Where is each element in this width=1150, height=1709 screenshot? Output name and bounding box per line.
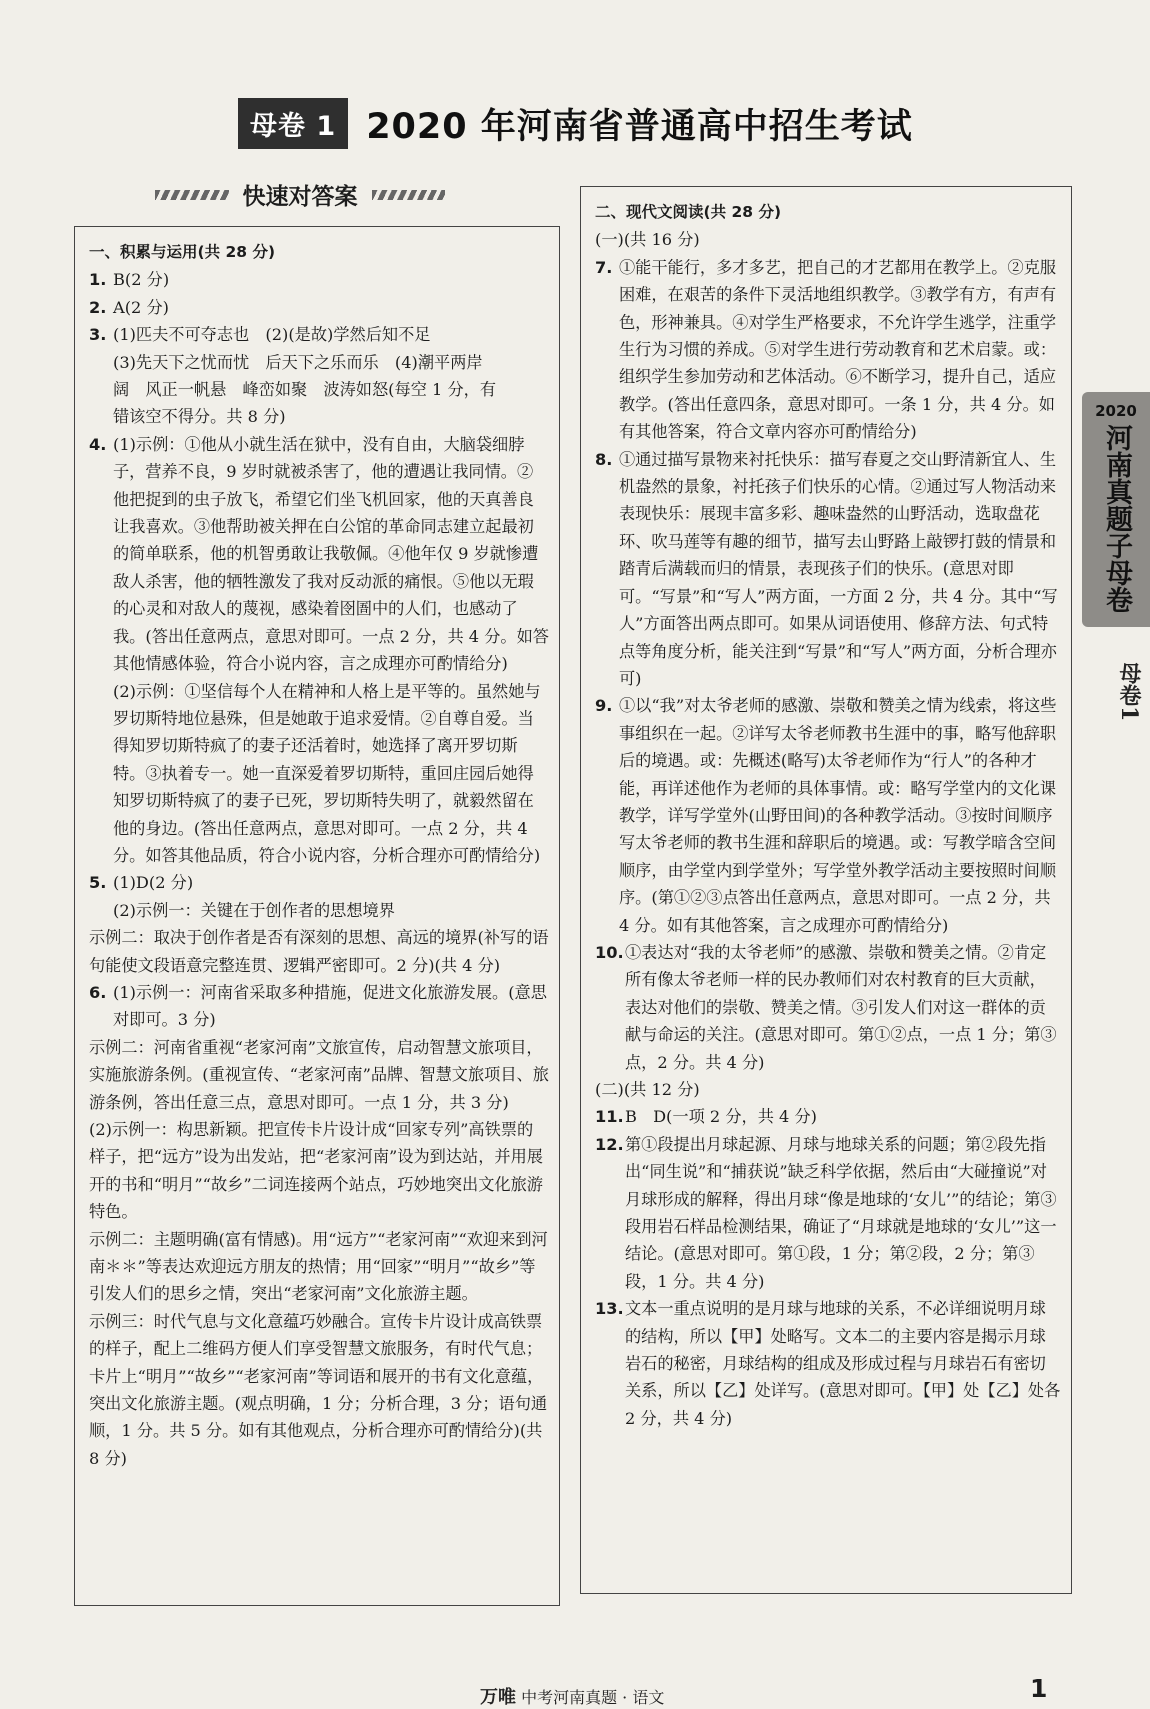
answer-text: 第①段提出月球起源、月球与地球关系的问题；第②段先指出“同生说”和“捕获说”缺乏科学依据，然后由“大碰撞说”对月球形成的解释，得出月球“像是地球的‘女儿’”的结论；第③段用岩石样品检测结果，确证了“月球就是地球的‘女儿’”这一结论。(意思对即可。第①段，1 分；第②段，2 分；第③段，1 分。共 4 分) (625, 1134, 1057, 1291)
question-number: 10. (595, 942, 624, 962)
brand-logo: 万唯 (480, 1687, 516, 1708)
answer-line: 错该空不得分。共 8 分) (113, 407, 286, 427)
question-number: 6. (89, 982, 107, 1002)
exam-title: 2020 年河南省普通高中招生考试 (366, 106, 913, 147)
answer-text: ①通过描写景物来衬托快乐：描写春夏之交山野清新宜人、生机盎然的景象，衬托孩子们快乐的心情。②通过写人物活动来表现快乐：展现丰富多彩、趣味盎然的山野活动，选取盘花环、吹马莲等有趣的细节，描写去山野路上敲锣打鼓的情景和踏青后满载而归的情景，表现孩子们的快乐。(意思对即可。“写景”和“写人”两方面，一方面 2 分，共 4 分。其中“写人”方面答出两点即可。如果从词语使用、修辞方法、句式特点等角度分析，能关注到“写景”和“写人”两方面，分析合理亦可) (619, 449, 1058, 688)
answer-paragraph: 示例二：主题明确(富有情感)。用“远方”“老家河南”“欢迎来到河南＊＊”等表达欢迎远方朋友的热情；用“回家”“明月”“故乡”等引发人们的思乡之情，突出“老家河南”文化旅游主题。 (89, 1229, 548, 1304)
question-11 (595, 1103, 1061, 1130)
paper-badge: 母卷 1 (238, 98, 348, 149)
left-answer-column (74, 226, 560, 1606)
question-number: 12. (595, 1134, 624, 1154)
answer-text: A(2 分) (113, 297, 169, 317)
answer-body (113, 431, 549, 870)
page-footer (480, 1683, 664, 1709)
side-tab (1082, 392, 1150, 627)
question-12 (595, 1131, 1061, 1295)
question-9 (595, 692, 1061, 939)
answer-paragraph: (1)示例：①他从小就生活在狱中，没有自由，大脑袋细脖子，营养不良，9 岁时就被杀害了，他的遭遇让我同情。②他把捉到的虫子放飞，希望它们坐飞机回家，他的天真善良让我喜欢。③他帮助被关押在白公馆的革命同志建立起最初的简单联系，他的机智勇敢让我敬佩。④他年仅 9 岁就惨遭敌人杀害，他的牺牲激发了我对反动派的痛恨。⑤他以无瑕的心灵和对敌人的蔑视，感染着囹圄中的人们，也感动了我。(答出任意两点，意思对即可。一点 2 分，共 4 分。如答其他情感体验，符合小说内容，言之成理亦可酌情给分) (113, 434, 549, 674)
question-number: 5. (89, 873, 107, 893)
question-2 (89, 294, 549, 321)
answer-body (113, 869, 549, 924)
quick-answer-heading (155, 178, 445, 211)
answer-paragraph: (2)示例：①坚信每个人在精神和人格上是平等的。虽然她与罗切斯特地位悬殊，但是她敢于追求爱情。②自尊自爱。当得知罗切斯特疯了的妻子还活着时，她选择了离开罗切斯特。③执着专一。她一直深爱着罗切斯特，重回庄园后她得知罗切斯特疯了的妻子已死，罗切斯特失明了，就毅然留在他的身边。(答出任意两点，意思对即可。一点 2 分，共 4 分。如答其他品质，符合小说内容，分析合理亦可酌情给分) (113, 681, 541, 865)
answer-text: ①能干能行，多才多艺，把自己的才艺都用在教学上。②克服困难，在艰苦的条件下灵活地组织教学。③教学有方，有声有色，形神兼具。④对学生严格要求，不允许学生逃学，注重学生行为习惯的养成。⑤对学生进行劳动教育和艺术启蒙。或：组织学生参加劳动和艺体活动。⑥不断学习，提升自己，适应教学。(答出任意四条，意思对即可。一条 1 分，共 4 分。如有其他答案，符合文章内容亦可酌情给分) (619, 257, 1057, 442)
subsection-title: (二)(共 12 分) (595, 1080, 700, 1099)
subsection-title: (一)(共 16 分) (595, 230, 700, 250)
question-number: 9. (595, 696, 613, 716)
side-tab-title: 河南真题子母卷 (1101, 424, 1132, 613)
question-number: 13. (595, 1299, 624, 1319)
question-4 (89, 431, 549, 870)
answer-line: 阔 风正一帆悬 峰峦如聚 波涛如怒(每空 1 分，有 (113, 380, 497, 400)
answer-line: (3)先天下之忧而忧 后天下之乐而乐 (4)潮平两岸 (113, 352, 483, 372)
question-number: 1. (89, 270, 107, 290)
question-1 (89, 266, 549, 293)
answer-paragraph: 示例二：河南省重视“老家河南”文旅宣传，启动智慧文旅项目，实施旅游条例。(重视宣传、“老家河南”品牌、智慧文旅项目、旅游条例，答出任意三点，意思对即可。一点 1 分，共 3 分) (89, 1037, 549, 1112)
side-tab-subtitle: 母卷1 (1116, 662, 1142, 722)
answer-text: B D(一项 2 分，共 4 分) (625, 1107, 817, 1127)
question-3 (89, 321, 549, 431)
answer-line: (1)匹夫不可夺志也 (2)(是故)学然后知不足 (113, 325, 431, 345)
footer-text: 中考河南真题 · 语文 (521, 1688, 665, 1707)
question-number: 8. (595, 449, 613, 469)
page-number: 1 (1030, 1674, 1048, 1703)
answer-text: B(2 分) (113, 270, 170, 290)
section-title-modern-reading: 二、现代文阅读(共 28 分) (595, 203, 782, 221)
question-6 (89, 979, 549, 1034)
exam-title-row (238, 98, 913, 149)
decor-stripes-left (155, 190, 229, 200)
question-number: 7. (595, 257, 613, 277)
question-8 (595, 446, 1061, 693)
answer-text: ①以“我”对太爷老师的感激、崇敬和赞美之情为线索，将这些事组织在一起。②详写太爷老师教书生涯中的事，略写他辞职后的境遇。或：先概述(略写)太爷老师作为“行人”的各种才能，再详述他作为老师的具体事情。或：略写学堂内的文化课教学，详写学堂外(山野田间)的各种教学活动。③按时间顺序写太爷老师的教书生涯和辞职后的境遇。或：写教学暗含空间顺序，由学堂内到学堂外；写学堂外教学活动主要按照时间顺序。(第①②③点答出任意两点，意思对即可。一点 2 分，共 4 分。如有其他答案，言之成理亦可酌情给分) (619, 696, 1057, 935)
right-answer-column (580, 186, 1072, 1594)
question-number: 3. (89, 325, 107, 345)
answer-paragraph: (2)示例一：构思新颖。把宣传卡片设计成“回家专列”高铁票的样子，把“远方”设为出发站，把“老家河南”设为到达站，并用展开的书和“明月”“故乡”二词连接两个站点，巧妙地突出文化旅游特色。 (89, 1120, 543, 1222)
answer-line: (1)D(2 分) (113, 873, 194, 893)
answer-paragraph: 示例二：取决于创作者是否有深刻的思想、高远的境界(补写的语句能使文段语意完整连贯、逻辑严密即可。2 分)(共 4 分) (89, 928, 549, 975)
decor-stripes-right (372, 190, 446, 200)
side-tab-year: 2020 (1095, 402, 1137, 420)
quick-answer-title: 快速对答案 (242, 184, 358, 210)
answer-paragraph: (1)示例一：河南省采取多种措施，促进文化旅游发展。(意思对即可。3 分) (113, 982, 547, 1030)
answer-paragraph: 示例三：时代气息与文化意蕴巧妙融合。宣传卡片设计成高铁票的样子，配上二维码方便人们享受智慧文旅服务，有时代气息；卡片上“明月”“故乡”“老家河南”等词语和展开的书有文化意蕴，突出文化旅游主题。(观点明确，1 分；分析合理，3 分；语句通顺，1 分。共 5 分。如有其他观点，分析合理亦可酌情给分)(共 8 分) (89, 1311, 548, 1468)
answer-text: 文本一重点说明的是月球与地球的关系，不必详细说明月球的结构，所以【甲】处略写。文本二的主要内容是揭示月球岩石的秘密，月球结构的组成及形成过程与月球岩石有密切关系，所以【乙】处详写。(意思对即可。【甲】处【乙】处各 2 分，共 4 分) (625, 1299, 1061, 1428)
question-5 (89, 869, 549, 924)
question-7 (595, 254, 1061, 446)
question-number: 11. (595, 1107, 624, 1127)
section-title-accumulation: 一、积累与运用(共 28 分) (89, 243, 276, 261)
question-number: 4. (89, 434, 107, 454)
answer-text: ①表达对“我的太爷老师”的感激、崇敬和赞美之情。②肯定所有像太爷老师一样的民办教师们对农村教育的巨大贡献，表达对他们的崇敬、赞美之情。③引发人们对这一群体的贡献与命运的关注。(意思对即可。第①②点，一点 1 分；第③点，2 分。共 4 分) (625, 942, 1057, 1072)
question-13 (595, 1295, 1061, 1432)
question-10 (595, 939, 1061, 1076)
answer-body (113, 321, 549, 431)
answer-line: (2)示例一：关键在于创作者的思想境界 (113, 900, 395, 920)
question-number: 2. (89, 297, 107, 317)
